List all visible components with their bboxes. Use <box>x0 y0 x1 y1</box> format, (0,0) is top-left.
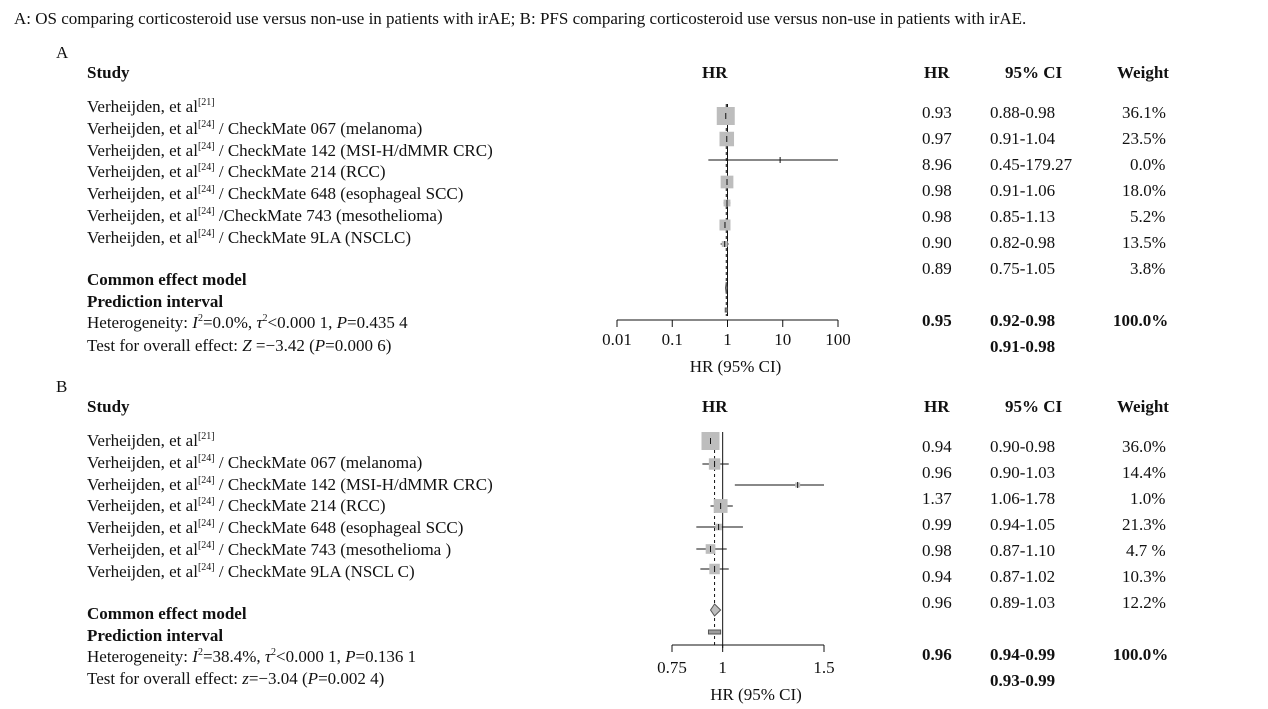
ci-value: 0.45-179.27 <box>990 155 1073 174</box>
common-effect-diamond <box>711 604 721 616</box>
x-tick-label: 100 <box>825 330 851 349</box>
weight-value: 0.0% <box>1130 155 1166 174</box>
study-label: Verheijden, et al[24] / CheckMate 214 (RCC) <box>87 496 386 515</box>
weight-value: 23.5% <box>1122 129 1166 148</box>
weight-value: 4.7 % <box>1126 541 1166 560</box>
prediction-interval-label: Prediction interval <box>87 626 224 645</box>
ci-value: 0.89-1.03 <box>990 593 1056 612</box>
hr-value: 0.89 <box>922 259 952 278</box>
weight-value: 10.3% <box>1122 567 1166 586</box>
prediction-interval-label: Prediction interval <box>87 292 224 311</box>
plot-header: HR <box>702 63 728 82</box>
overall-effect-text: Test for overall effect: Z =−3.42 (P=0.000 6) <box>87 336 392 355</box>
ci-value: 1.06-1.78 <box>990 489 1056 508</box>
x-tick-label: 0.1 <box>661 330 683 349</box>
hr-value: 0.99 <box>922 515 952 534</box>
study-label: Verheijden, et al[24] / CheckMate 648 (esophageal SCC) <box>87 518 464 537</box>
hr-value: 0.94 <box>922 437 952 456</box>
weight-value: 36.0% <box>1122 437 1166 456</box>
ci-value: 0.87-1.10 <box>990 541 1056 560</box>
hr-value: 0.96 <box>922 593 952 612</box>
ci-header: 95% CI <box>1005 63 1063 82</box>
overall-effect-text: Test for overall effect: z=−3.04 (P=0.002 4) <box>87 669 385 688</box>
x-tick-label: 0.75 <box>657 658 687 677</box>
weight-value: 5.2% <box>1130 207 1166 226</box>
hr-header: HR <box>924 397 950 416</box>
study-header: Study <box>87 397 130 416</box>
figure-caption: A: OS comparing corticosteroid use versus non-use in patients with irAE; B: PFS comparing corticosteroid use versus non-use in patients with irAE. <box>14 9 1027 28</box>
common-ci-value: 0.92-0.98 <box>990 311 1056 330</box>
hr-header: HR <box>924 63 950 82</box>
common-effect-label: Common effect model <box>87 270 247 289</box>
weight-value: 21.3% <box>1122 515 1166 534</box>
common-weight-value: 100.0% <box>1113 311 1169 330</box>
hr-value: 0.93 <box>922 103 952 122</box>
study-label: Verheijden, et al[24] / CheckMate 214 (RCC) <box>87 162 386 181</box>
panel-label-a: A <box>56 43 69 62</box>
study-label: Verheijden, et al[24] / CheckMate 743 (mesothelioma ) <box>87 540 452 559</box>
weight-value: 18.0% <box>1122 181 1166 200</box>
prediction-interval-bar <box>708 630 720 634</box>
study-label: Verheijden, et al[24] / CheckMate 142 (MSI-H/dMMR CRC) <box>87 475 493 494</box>
ci-header: 95% CI <box>1005 397 1063 416</box>
weight-value: 13.5% <box>1122 233 1166 252</box>
weight-value: 1.0% <box>1130 489 1166 508</box>
weight-header: Weight <box>1117 397 1169 416</box>
common-weight-value: 100.0% <box>1113 645 1169 664</box>
study-label: Verheijden, et al[21] <box>87 97 215 116</box>
common-effect-label: Common effect model <box>87 604 247 623</box>
prediction-ci-value: 0.91-0.98 <box>990 337 1056 356</box>
ci-value: 0.91-1.06 <box>990 181 1056 200</box>
weight-value: 12.2% <box>1122 593 1166 612</box>
prediction-interval-bar <box>725 308 727 312</box>
ci-value: 0.90-1.03 <box>990 463 1056 482</box>
hr-value: 0.94 <box>922 567 952 586</box>
hr-value: 8.96 <box>922 155 952 174</box>
study-label: Verheijden, et al[24] / CheckMate 9LA (NSCLC) <box>87 228 412 247</box>
hr-value: 0.98 <box>922 207 952 226</box>
panel-label-b: B <box>56 377 68 396</box>
common-hr-value: 0.96 <box>922 645 952 664</box>
study-label: Verheijden, et al[24] / CheckMate 142 (MSI-H/dMMR CRC) <box>87 141 493 160</box>
x-tick-label: 1 <box>723 330 732 349</box>
ci-value: 0.87-1.02 <box>990 567 1056 586</box>
common-hr-value: 0.95 <box>922 311 952 330</box>
heterogeneity-text: Heterogeneity: $I^2=0.0\%$, $\tau^2<0.000$ 1, P=0.435 4 <box>87 313 408 332</box>
study-label: Verheijden, et al[24] /CheckMate 743 (mesothelioma) <box>87 206 443 225</box>
study-label: Verheijden, et al[24] / CheckMate 648 (esophageal SCC) <box>87 184 464 203</box>
weight-value: 36.1% <box>1122 103 1166 122</box>
x-tick-label: 1.5 <box>813 658 835 677</box>
prediction-ci-value: 0.93-0.99 <box>990 671 1056 690</box>
study-label: Verheijden, et al[21] <box>87 431 215 450</box>
study-label: Verheijden, et al[24] / CheckMate 067 (melanoma) <box>87 453 423 472</box>
ci-value: 0.94-1.05 <box>990 515 1056 534</box>
weight-header: Weight <box>1117 63 1169 82</box>
ci-value: 0.91-1.04 <box>990 129 1056 148</box>
hr-value: 0.98 <box>922 541 952 560</box>
hr-value: 0.96 <box>922 463 952 482</box>
plot-header: HR <box>702 397 728 416</box>
x-tick-label: 10 <box>774 330 792 349</box>
hr-value: 1.37 <box>922 489 952 508</box>
x-tick-label: 1 <box>718 658 727 677</box>
x-tick-label: 0.01 <box>602 330 632 349</box>
study-header: Study <box>87 63 130 82</box>
hr-value: 0.90 <box>922 233 952 252</box>
heterogeneity-text: Heterogeneity: $I^2=38.4\%$, $\tau^2<0.000$ 1, P=0.136 1 <box>87 647 417 666</box>
ci-value: 0.90-0.98 <box>990 437 1056 456</box>
ci-value: 0.75-1.05 <box>990 259 1056 278</box>
ci-value: 0.85-1.13 <box>990 207 1056 226</box>
ci-value: 0.82-0.98 <box>990 233 1056 252</box>
study-label: Verheijden, et al[24] / CheckMate 9LA (NSCL C) <box>87 562 415 581</box>
hr-value: 0.98 <box>922 181 952 200</box>
hr-value: 0.97 <box>922 129 952 148</box>
weight-value: 3.8% <box>1130 259 1166 278</box>
x-axis-label: HR (95% CI) <box>689 357 782 376</box>
common-effect-diamond <box>725 282 727 294</box>
study-label: Verheijden, et al[24] / CheckMate 067 (melanoma) <box>87 119 423 138</box>
x-axis-label: HR (95% CI) <box>710 685 802 704</box>
weight-value: 14.4% <box>1122 463 1166 482</box>
ci-value: 0.88-0.98 <box>990 103 1056 122</box>
common-ci-value: 0.94-0.99 <box>990 645 1056 664</box>
